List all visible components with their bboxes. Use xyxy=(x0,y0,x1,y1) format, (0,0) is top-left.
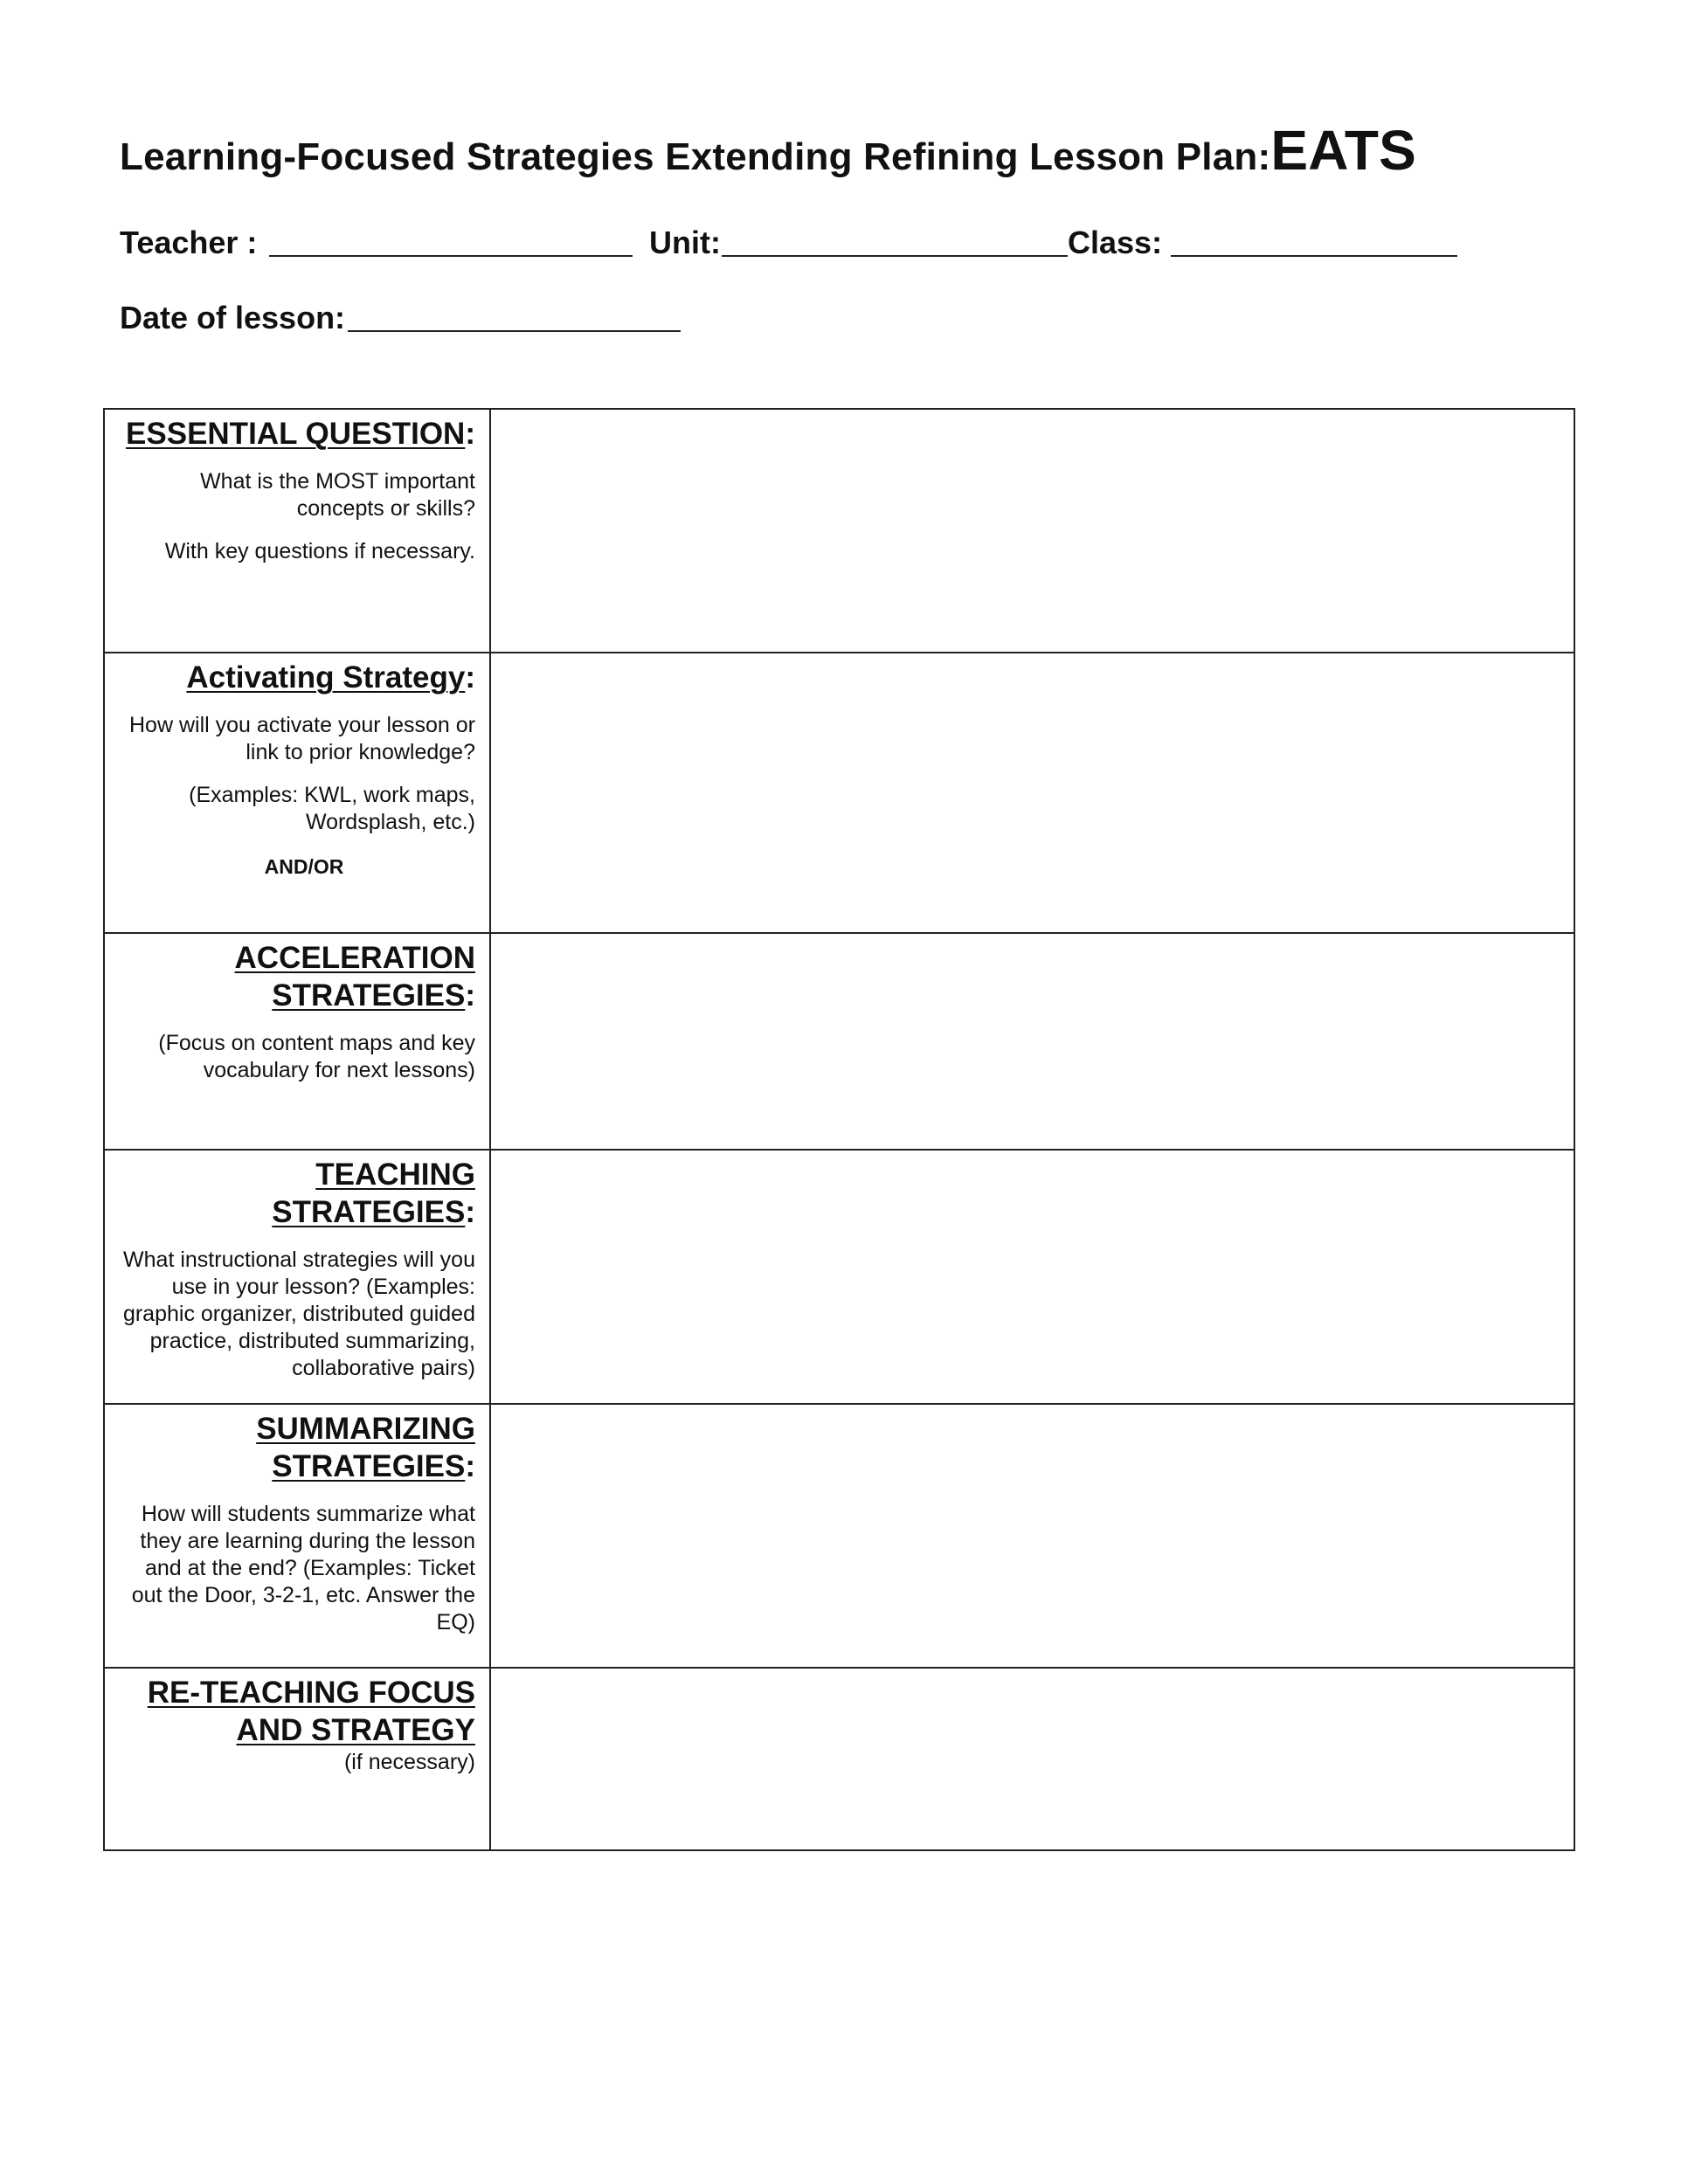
summarizing-strategies-heading: SUMMARIZING STRATEGIES: xyxy=(256,1412,475,1483)
unit-label: Unit: xyxy=(649,225,721,260)
activating-strategy-heading: Activating Strategy: xyxy=(186,660,475,695)
summarizing-strategies-answer-cell[interactable] xyxy=(490,1404,1574,1668)
teaching-strategies-label-cell xyxy=(104,1150,490,1404)
unit-field[interactable] xyxy=(722,255,1068,257)
title-eats: EATS xyxy=(1270,119,1417,182)
essential-question-heading: ESSENTIAL QUESTION: xyxy=(126,417,475,451)
activating-strategy-label-cell xyxy=(104,653,490,933)
acceleration-strategies-desc: (Focus on content maps and key vocabulary for next lessons) xyxy=(158,1031,475,1082)
class-label: Class: xyxy=(1068,225,1163,260)
reteaching-focus-heading: RE-TEACHING FOCUS AND STRATEGY xyxy=(147,1676,475,1747)
essential-question-desc-2: With key questions if necessary. xyxy=(164,539,475,563)
teacher-label: Teacher : xyxy=(120,225,258,260)
summarizing-strategies-label-cell xyxy=(104,1404,490,1668)
teaching-strategies-desc: What instructional strategies will you use in your lesson? (Examples: graphic organizer, distributed guided practice, distributed summarizing, collaborative pairs) xyxy=(122,1248,475,1380)
reteaching-focus-answer-cell[interactable] xyxy=(490,1668,1574,1850)
reteaching-focus-sub: (if necessary) xyxy=(343,1750,475,1774)
activating-strategy-examples: (Examples: KWL, work maps, Wordsplash, etc.) xyxy=(189,783,475,834)
page-title xyxy=(120,118,1416,183)
row-activating-strategy xyxy=(104,653,1574,933)
teaching-strategies-answer-cell[interactable] xyxy=(490,1150,1574,1404)
acceleration-strategies-label-cell xyxy=(104,933,490,1150)
date-label: Date of lesson: xyxy=(120,300,346,335)
row-reteaching-focus xyxy=(104,1668,1574,1850)
essential-question-label-cell xyxy=(104,409,490,653)
teaching-strategies-heading: TEACHING STRATEGIES: xyxy=(272,1158,475,1229)
date-field[interactable] xyxy=(348,330,681,332)
lesson-plan-table xyxy=(103,408,1575,1851)
row-summarizing-strategies xyxy=(104,1404,1574,1668)
and-or-label: AND/OR xyxy=(264,855,344,878)
teacher-field[interactable] xyxy=(269,255,633,257)
title-main: Learning-Focused Strategies Extending Refining Lesson Plan: xyxy=(120,135,1271,178)
row-acceleration-strategies xyxy=(104,933,1574,1150)
essential-question-answer-cell[interactable] xyxy=(490,409,1574,653)
class-field[interactable] xyxy=(1171,255,1457,257)
summarizing-strategies-desc: How will students summarize what they are learning during the lesson and at the end? (Examples: Ticket out the Door, 3-2-1, etc. Answer the EQ) xyxy=(131,1502,475,1635)
essential-question-desc: What is the MOST important concepts or skills? xyxy=(200,469,475,521)
acceleration-strategies-heading: ACCELERATION STRATEGIES: xyxy=(234,941,475,1013)
row-teaching-strategies xyxy=(104,1150,1574,1404)
activating-strategy-answer-cell[interactable] xyxy=(490,653,1574,933)
acceleration-strategies-answer-cell[interactable] xyxy=(490,933,1574,1150)
activating-strategy-desc: How will you activate your lesson or link to prior knowledge? xyxy=(129,713,475,764)
reteaching-focus-label-cell xyxy=(104,1668,490,1850)
row-essential-question xyxy=(104,409,1574,653)
